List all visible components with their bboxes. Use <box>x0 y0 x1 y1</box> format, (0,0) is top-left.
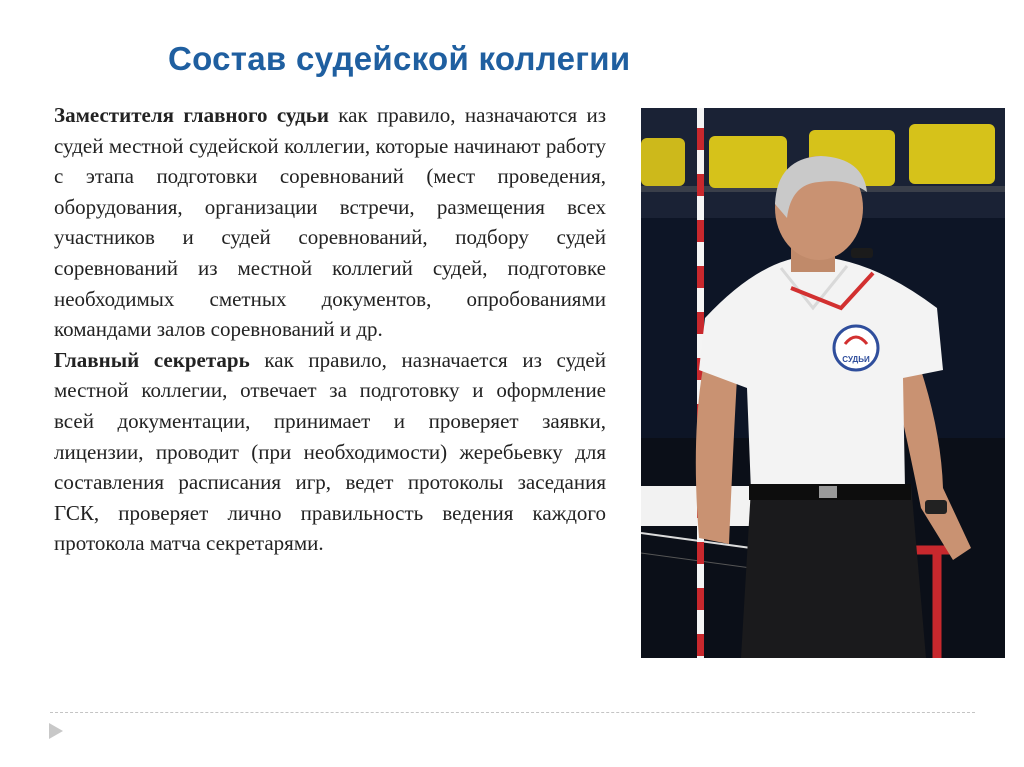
paragraph-deputy-chief-judge <box>54 100 606 345</box>
play-arrow-icon <box>48 722 64 740</box>
slide-title: Состав судейской коллегии <box>168 40 631 77</box>
text-chief-secretary: как правило, назначается из судей местной коллегии, отвечает за подготовку и оформление всей документации, принимает и проверяет заявки, лицензии, проводит (при необходимости) жеребьевку для составления расписания игр, ведет протоколы заседания ГСК, проверяет лично правильность ведения каждого протокола матча секретарями. <box>54 347 606 556</box>
term-chief-secretary: Главный секретарь <box>54 347 250 372</box>
referee-photo <box>641 108 1005 658</box>
body-text <box>54 100 606 559</box>
badge-label: СУДЬИ <box>842 355 870 364</box>
footer-divider <box>50 712 975 713</box>
text-deputy-chief-judge: как правило, назначаются из судей местной судейской коллегии, которые начинают работу с этапа подготовки соревнований (мест проведения, оборудования, организации встречи, размещения всех участников и судей соревнований, подбору судей соревнований из местной коллегий судей, подготовке необходимых сметных документов, опробованиями командами залов соревнований и др. <box>54 103 606 342</box>
paragraph-chief-secretary <box>54 345 606 559</box>
term-deputy-chief-judge: Заместителя главного судьи <box>54 103 329 127</box>
